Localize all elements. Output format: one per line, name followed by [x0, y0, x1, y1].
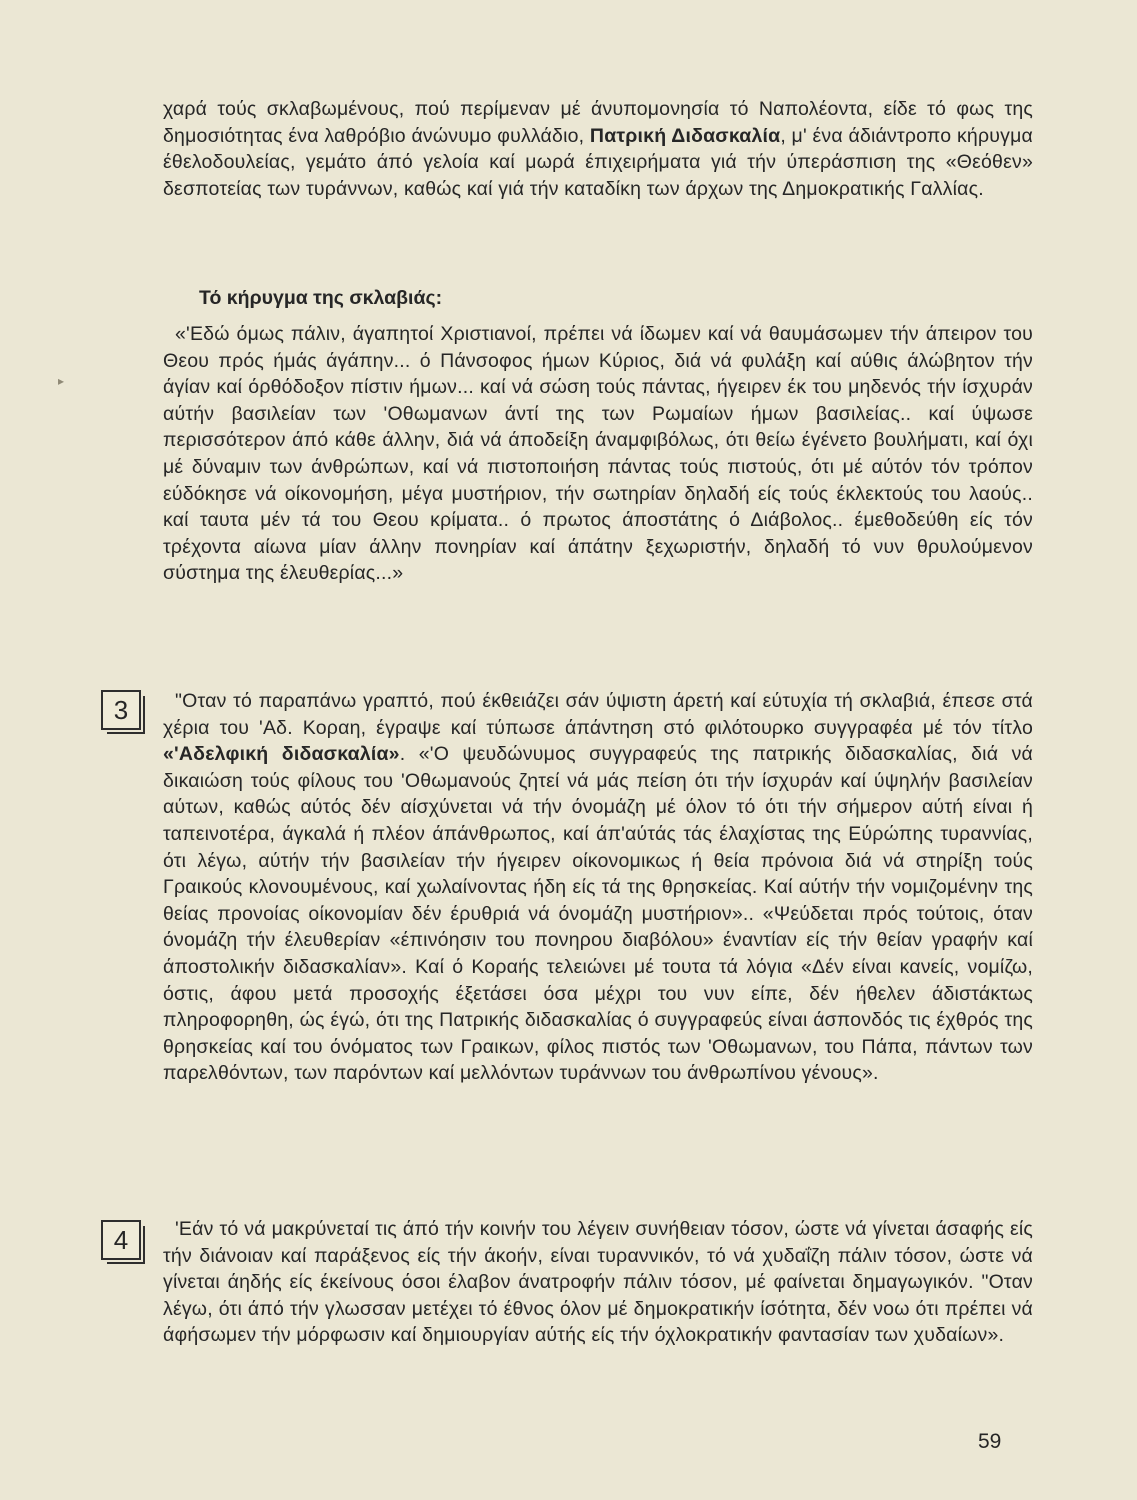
intro-title-bold: Πατρική Διδασκαλία — [589, 124, 781, 147]
section-3-title-bold: «'Αδελφική διδασκαλία» — [163, 743, 400, 766]
page-number: 59 — [978, 1430, 1002, 1453]
triangle-right-icon: ▸ — [58, 374, 65, 388]
sermon-quote: «'Εδώ όμως πάλιν, άγαπητοί Χριστιανοί, πρέπει νά ίδωμεν καί νά θαυμάσωμεν τήν άπειρον του Θεου πρός ήμάς άγάπην... ό Πάνσοφος ήμων Κύριος, διά νά φυλάξη καί αύθις άλώβητον τήν άγίαν καί όρθόδοξον πίστιν ήμων... καί νά σώση τούς πάντας, ήγειρεν έκ του μηδενός τήν ίσχυράν αύτήν βασιλείαν των 'Οθωμανων άντί της των Ρωμαίων ήμων βασιλείας.. καί ύψωσε περισσότερον άπό κάθε άλλην, διά νά άποδείξη άναμφιβόλως, ότι θείω έγένετο βουλήματι, καί όχι μέ δύναμιν των άνθρώπων, καί νά πιστοποιήση πάντας τούς πιστούς, ότι μέ αύτόν τόν τρόπον εύδόκησε νά οίκονομήση, μέγα μυστήριον, τήν σωτηρίαν δηλαδή είς τούς έκλεκτούς του λαούς.. καί ταυτα μέν τά του Θεου κρίματα.. ό πρωτος άποστάτης ό Διάβολος.. έμεθοδεύθη είς τόν τρέχοντα αίωνα μίαν άλλην πονηρίαν καί άπάτην ξεχωριστήν, δηλαδή τό νυν θρυλούμενον σύστημα της έλευθερίας...» — [163, 323, 1033, 585]
intro-text-2: , μ' ένα άδιάντροπο κήρυγμα έθελοδουλείας, γεμάτο άπό γελοία καί μωρά έπιχειρήματα γιά τήν ύπεράσπιση της «Θεόθεν» δεσποτείας των τυράννων, καθώς καί γιά τήν καταδίκη των άρχων της Δημοκρατικής Γαλλίας. — [163, 124, 1033, 200]
intro-text-1: χαρά τούς σκλαβωμένους, πού περίμεναν μέ άνυπομονησία τό Ναπολέοντα, είδε τό φως της δημοσιότητας ένα λαθρόβιο άνώνυμο φυλλάδιο, — [163, 98, 1033, 147]
section-3-paragraph — [163, 688, 1033, 1087]
section-number-box-3: 3 — [101, 690, 141, 730]
section-3-text-2: . «'Ο ψευδώνυμος συγγραφεύς της πατρικής διδασκαλίας, διά νά δικαιώση τούς φίλους του 'Οθωμανούς ζητεί νά μάς πείση ότι τήν ίσχυράν καί ύψηλήν βασιλείαν αύτων, καθώς αύτός δέν αίσχύνεται νά τήν όνομάζη μέ όλον τό ότι τήν σήμερον αύτή είναι ή ταπεινοτέρα, άγκαλά ή πλέον άπάνθρωπος, καί άπ'αύτάς τάς έλαχίστας της Εύρώπης τυραννίας, ότι λέγω, αύτήν τήν βασιλείαν τήν ήγειρεν οίκονομικως ή θεία πρόνοια διά νά στηρίξη τούς Γραικούς κλονουμένους, καί χωλαίνοντας ήδη είς τά της θρησκείας. Καί αύτήν τήν νομιζομένην της θείας προνοίας οίκονομίαν δέν έρυθριά νά όνομάζη μυστήριον».. «Ψεύδεται πρός τούτοις, όταν όνομάζη τήν έλευθερίαν «έπινόησιν του πονηρου διαβόλου» έναντίαν είς τήν θείαν γραφήν καί άποστολικήν διδασκαλίαν». Καί ό Κοραής τελειώνει μέ τουτα τά λόγια «Δέν είναι κανείς, νομίζω, όστις, άφου μετά προσοχής έξετάσει όσα μέχρι του νυν είπε, δέν ήθελεν άδιστάκτως πληροφορηθη, ώς έγώ, ότι της Πατρικής διδασκαλίας ό συγγραφεύς είναι άσπονδός τις έχθρός της θρησκείας καί του όνόματος των Γραικων, φίλος πιστός των 'Οθωμανων, του Πάπα, πάντων των παρελθόντων, των παρόντων καί μελλόντων τυράννων του άνθρωπίνου γένους». — [163, 743, 1033, 1085]
section-4-paragraph: 'Εάν τό νά μακρύνεταί τις άπό τήν κοινήν του λέγειν συνήθειαν τόσον, ώστε νά γίνεται άσαφής είς τήν διάνοιαν καί παράξενος είς τήν άκοήν, είναι τυραννικόν, τό νά χυδαΐζη πάλιν τόσον, ώστε νά γίνεται άηδής είς έκείνους όσοι έλαβον άνατροφήν πάλιν τόσον, μέ φαίνεται δημαγωγικόν. "Οταν λέγω, ότι άπό τήν γλωσσαν μετέχει τό έθνος όλον μέ δημοκρατικήν ίσότητα, δέν νοω ότι πρέπει νά άφήσωμεν τήν μόρφωσιν καί δημιουργίαν αύτής είς τήν όχλοκρατικήν φαντασίαν των χυδαίων». — [163, 1218, 1033, 1347]
section-heading: Τό κήρυγμα της σκλαβιάς: — [199, 287, 443, 309]
intro-paragraph — [163, 96, 1033, 202]
section-number-box-4: 4 — [101, 1220, 141, 1260]
section-3-text-1: "Οταν τό παραπάνω γραπτό, πού έκθειάζει σάν ύψιστη άρετή καί εύτυχία τή σκλαβιά, έπεσε στά χέρια του 'Αδ. Κοραη, έγραψε καί τύπωσε άπάντηση στό φιλότουρκο συγγραφέα μέ τόν τίτλο — [163, 690, 1033, 739]
